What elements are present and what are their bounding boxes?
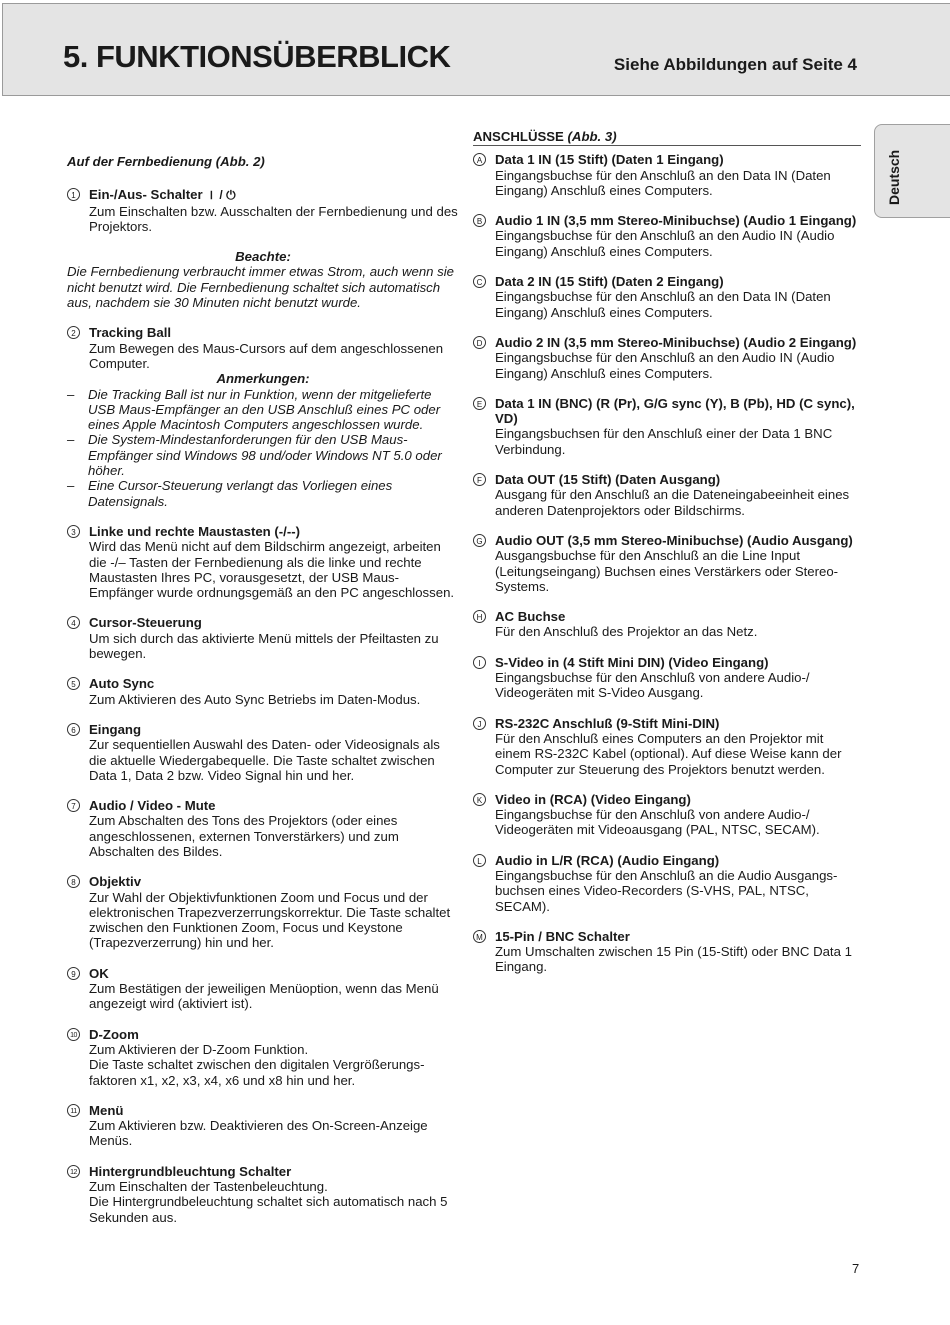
list-item xyxy=(67,325,459,371)
item-title: 15-Pin / BNC Schalter xyxy=(495,928,630,944)
item-number-marker: 1 xyxy=(67,188,80,201)
item-number-marker: 6 xyxy=(67,723,80,736)
item-number-marker: 10 xyxy=(67,1028,80,1041)
item-title: Hintergrundbleuchtung Schalter xyxy=(89,1163,292,1179)
item-text: Zum Aktivieren der D-Zoom Funktion. Die Taste schaltet zwischen den digitalen Vergrößerungs-faktoren x1, x2, x3, x4, x6 und x8 hin und her. xyxy=(89,1041,425,1088)
item-letter-marker: I xyxy=(473,656,486,669)
item-title: Auto Sync xyxy=(89,676,155,692)
item-letter-marker: L xyxy=(473,854,486,867)
item-text: Zur sequentiellen Auswahl des Daten- oder Videosignals als die aktuelle Wiedergabequelle. Die Taste schaltet zwischen Data 1, Data 2 bzw. Video Signal hin und her. xyxy=(89,737,440,783)
item-letter-marker: G xyxy=(473,534,486,547)
item-title: Data OUT (15 Stift) (Daten Ausgang) xyxy=(495,472,721,488)
page-title: 5. FUNKTIONSÜBERBLICK xyxy=(63,39,451,74)
item-number-marker: 11 xyxy=(67,1104,80,1117)
item-title: Audio in L/R (RCA) (Audio Eingang) xyxy=(495,852,720,868)
list-item xyxy=(67,966,459,1012)
item-title: Audio 1 IN (3,5 mm Stereo-Minibuchse) (Audio 1 Eingang) xyxy=(495,213,857,229)
item-text: Zum Aktivieren bzw. Deaktivieren des On-Screen-Anzeige Menüs. xyxy=(89,1118,428,1149)
list-item xyxy=(473,929,861,975)
note-anmerkungen xyxy=(67,371,459,509)
list-item xyxy=(67,1164,459,1225)
language-tab-label: Deutsch xyxy=(886,149,902,205)
item-title: D-Zoom xyxy=(89,1026,139,1042)
item-title: Data 1 IN (BNC) (R (Pr), G/G sync (Y), B (Pb), HD (C sync), VD) xyxy=(495,395,855,427)
item-text: Zur Wahl der Objektivfunktionen Zoom und Focus und der elektronischen Trapezverzerrungskorrektur. Die Taste schaltet zwischen den Funktionen Zoom, Focus und Keystone (Trapezverzerrung) hin und her. xyxy=(89,889,451,951)
item-text: Ausgangsbuchse für den Anschluß an die Line Input (Leitungseingang) Buchsen eines Verstärkers oder Stereo-Systems. xyxy=(495,548,839,594)
power-icon: ⏽ / ⏻ xyxy=(206,188,236,203)
remote-control-column xyxy=(67,154,459,1240)
item-title: OK xyxy=(89,965,109,981)
list-item xyxy=(473,716,861,777)
item-title: Tracking Ball xyxy=(89,325,172,341)
item-number-marker: 3 xyxy=(67,525,80,538)
item-title: S-Video in (4 Stift Mini DIN) (Video Eingang) xyxy=(495,654,769,670)
item-number-marker: 5 xyxy=(67,677,80,690)
item-title: Video in (RCA) (Video Eingang) xyxy=(495,791,691,807)
item-letter-marker: J xyxy=(473,717,486,730)
item-text: Eingangsbuchse für den Anschluß an den Audio IN (Audio Eingang) Anschluß eines Computers. xyxy=(495,350,835,381)
item-letter-marker: F xyxy=(473,473,486,486)
item-text: Wird das Menü nicht auf dem Bildschirm angezeigt, arbeiten die -/– Tasten der Fernbedienung als die linke und rechte Maustasten Ihres PC, vorausgesetzt, der USB Maus-Empfänger wurde ordnungsgemäß an den PC angeschlossen. xyxy=(89,539,455,601)
page-header xyxy=(2,3,950,96)
list-item xyxy=(67,798,459,859)
list-item xyxy=(67,187,459,234)
list-item xyxy=(67,676,459,707)
language-tab xyxy=(874,124,950,218)
item-title: RS-232C Anschluß (9-Stift Mini-DIN) xyxy=(495,715,720,731)
note-text: Die Fernbedienung verbraucht immer etwas Strom, auch wenn sie nicht benutzt wird. Die Fernbedienung schaltet sich automatisch aus, nachdem sie 30 Minuten nicht benutzt wurde. xyxy=(67,264,455,311)
list-item xyxy=(67,1027,459,1088)
note-bullet: – Die System-Mindestanforderungen für den USB Maus-Empfänger sind Windows 98 und/oder Windows NT 5.0 oder höher. xyxy=(67,432,442,479)
item-text: Eingangsbuchse für den Anschluß an den Data IN (Daten Eingang) Anschluß eines Computers. xyxy=(495,289,831,320)
item-text: Um sich durch das aktivierte Menü mittels der Pfeiltasten zu bewegen. xyxy=(89,630,439,662)
page-subtitle: Siehe Abbildungen auf Seite 4 xyxy=(613,55,857,74)
item-text: Eingangsbuchse für den Anschluß an den Audio IN (Audio Eingang) Anschluß eines Computers. xyxy=(495,228,835,259)
item-title: Menü xyxy=(89,1102,124,1118)
list-item xyxy=(473,472,861,518)
item-title: Audio 2 IN (3,5 mm Stereo-Minibuchse) (Audio 2 Eingang) xyxy=(495,334,857,350)
item-letter-marker: D xyxy=(473,336,486,349)
item-text: Eingangsbuchse für den Anschluß an die Audio Ausgangs-buchsen eines Video-Recorders (S-VHS, PAL, NTSC, SECAM). xyxy=(495,867,838,914)
note-beachte xyxy=(67,249,459,310)
list-item xyxy=(67,524,459,600)
list-item xyxy=(473,853,861,914)
item-title: Ein-/Aus- Schalter ⏽ / ⏻ xyxy=(89,187,236,203)
item-title: Objektiv xyxy=(89,874,142,890)
item-title: Audio OUT (3,5 mm Stereo-Minibuchse) (Audio Ausgang) xyxy=(495,532,853,548)
note-bullet: – Die Tracking Ball ist nur in Funktion, wenn der mitgelieferte USB Maus-Empfänger an den USB Anschluß eines PC oder eines Apple Macintosh Computers angeschlossen wurde. xyxy=(67,386,441,433)
list-item xyxy=(473,396,861,457)
item-number-marker: 7 xyxy=(67,799,80,812)
item-number-marker: 2 xyxy=(67,326,80,339)
item-title: Audio / Video - Mute xyxy=(89,798,216,814)
note-heading: Anmerkungen: xyxy=(216,371,310,387)
connections-heading: ANSCHLÜSSE (Abb. 3) xyxy=(473,129,861,146)
note-bullet: – Eine Cursor-Steuerung verlangt das Vorliegen eines Datensignals. xyxy=(67,478,393,509)
list-item xyxy=(67,1103,459,1149)
item-text: Zum Aktivieren des Auto Sync Betriebs im Daten-Modus. xyxy=(89,691,421,707)
list-item xyxy=(473,335,861,381)
item-text: Zum Abschalten des Tons des Projektors (oder eines angeschlossenen, externen Tonverstärkers) und zum Abschalten des Bildes. xyxy=(89,813,399,859)
item-title: Cursor-Steuerung xyxy=(89,615,202,631)
item-text: Zum Bewegen des Maus-Cursors auf dem angeschlossenen Computer. xyxy=(89,340,444,371)
item-letter-marker: A xyxy=(473,153,486,166)
item-number-marker: 4 xyxy=(67,616,80,629)
item-text: Eingangsbuchse für den Anschluß an den Data IN (Daten Eingang) Anschluß eines Computers. xyxy=(495,167,831,198)
item-text: Eingangsbuchsen für den Anschluß einer der Data 1 BNC Verbindung. xyxy=(495,426,833,457)
item-text: Für den Anschluß eines Computers an den Projektor mit einem RS-232C Kabel (optional). Auf diese Weise kann der Computer zur Steuerung des Projektors benutzt werden. xyxy=(495,730,842,777)
list-item xyxy=(473,213,861,259)
item-title: Data 1 IN (15 Stift) (Daten 1 Eingang) xyxy=(495,152,724,168)
item-text: Ausgang für den Anschluß an die Dateneingabeeinheit eines anderen Datenprojektors oder Bildschirms. xyxy=(495,487,850,518)
item-text: Eingangsbuchse für den Anschluß von andere Audio-/ Videogeräten mit Videoausgang (PAL, NTSC, SECAM). xyxy=(495,807,820,838)
list-item xyxy=(473,152,861,198)
list-item xyxy=(67,615,459,661)
item-title: Data 2 IN (15 Stift) (Daten 2 Eingang) xyxy=(495,274,724,290)
item-text: Zum Bestätigen der jeweiligen Menüoption, wenn das Menü angezeigt wird (aktiviert ist). xyxy=(89,981,439,1012)
list-item xyxy=(473,609,861,640)
item-number-marker: 9 xyxy=(67,967,80,980)
item-title: AC Buchse xyxy=(495,609,566,625)
page-number: 7 xyxy=(852,1261,860,1276)
item-text: Eingangsbuchse für den Anschluß von andere Audio-/ Videogeräten mit S-Video Ausgang. xyxy=(495,670,810,701)
item-text: Für den Anschluß des Projektor an das Netz. xyxy=(495,624,758,640)
item-number-marker: 12 xyxy=(67,1165,80,1178)
item-letter-marker: E xyxy=(473,397,486,410)
note-heading: Beachte: xyxy=(235,249,291,265)
item-number-marker: 8 xyxy=(67,875,80,888)
item-title: Eingang xyxy=(89,721,142,737)
list-item xyxy=(473,792,861,838)
item-letter-marker: B xyxy=(473,214,486,227)
list-item xyxy=(473,533,861,594)
item-letter-marker: K xyxy=(473,793,486,806)
list-item xyxy=(67,722,459,783)
item-letter-marker: H xyxy=(473,610,486,623)
remote-subheading: Auf der Fernbedienung (Abb. 2) xyxy=(67,154,265,169)
item-text: Zum Einschalten der Tastenbeleuchtung. Die Hintergrundbeleuchtung schaltet sich automatisch nach 5 Sekunden aus. xyxy=(89,1179,448,1225)
item-text: Zum Einschalten bzw. Ausschalten der Fernbedienung und des Projektors. xyxy=(89,203,458,234)
item-letter-marker: C xyxy=(473,275,486,288)
list-item xyxy=(473,274,861,320)
connections-column xyxy=(473,129,861,990)
item-title: Linke und rechte Maustasten (-/--) xyxy=(89,523,301,539)
list-item xyxy=(473,655,861,701)
list-item xyxy=(67,874,459,950)
item-text: Zum Umschalten zwischen 15 Pin (15-Stift) oder BNC Data 1 Eingang. xyxy=(495,944,852,975)
item-letter-marker: M xyxy=(473,930,486,943)
